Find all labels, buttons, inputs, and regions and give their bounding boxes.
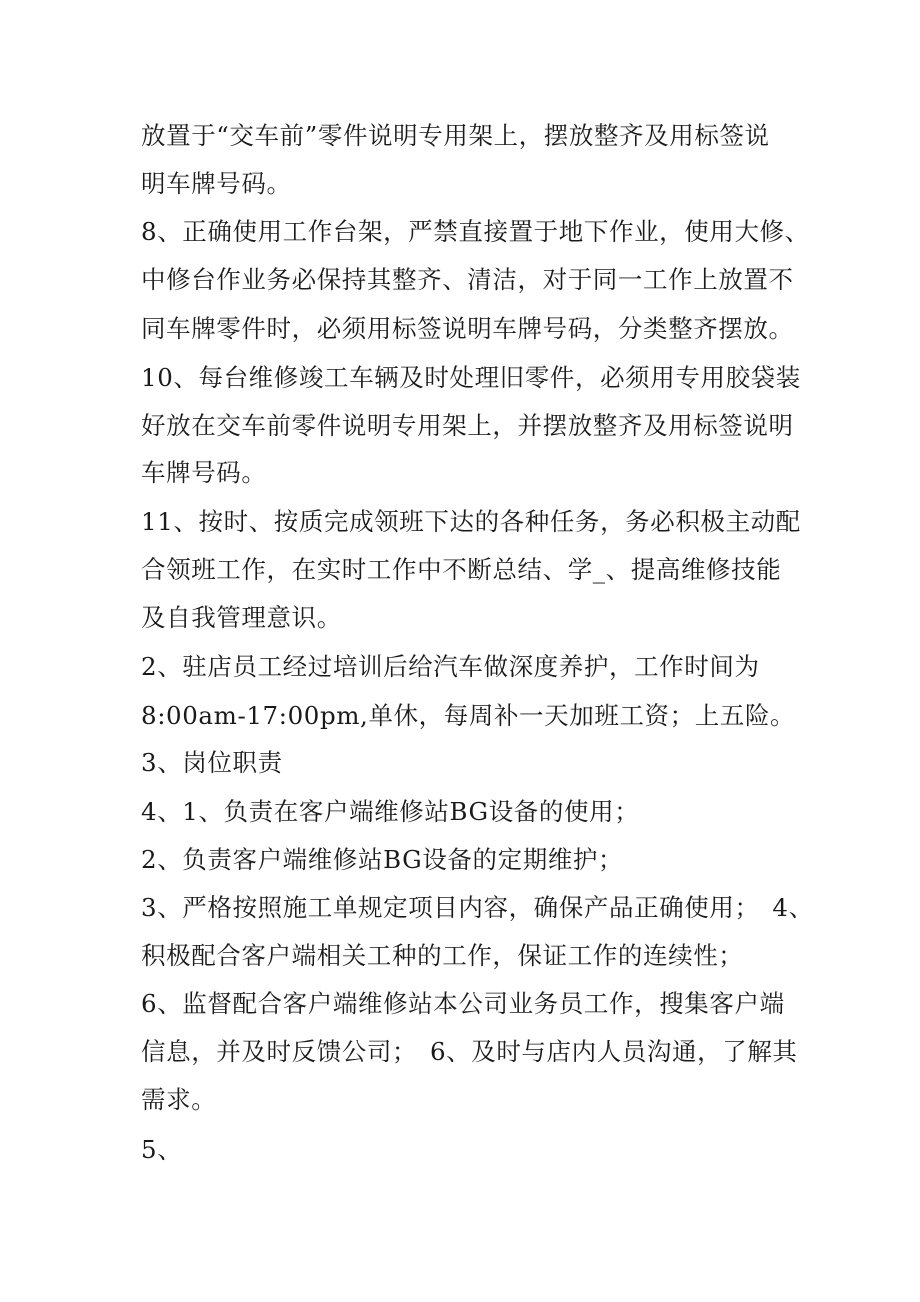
text-line: 10、每台维修竣工车辆及时处理旧零件，必须用专用胶袋装 <box>141 363 801 392</box>
text-line: 及自我管理意识。 <box>141 603 342 632</box>
text-line: 11、按时、按质完成领班下达的各种任务，务必积极主动配 <box>141 507 801 536</box>
text-line: 合领班工作，在实时工作中不断总结、学_、提高维修技能 <box>141 555 782 584</box>
text-line: 6、监督配合客户端维修站本公司业务员工作，搜集客户端 <box>141 989 785 1018</box>
text-line: 信息，并及时反馈公司； 6、及时与店内人员沟通，了解其 <box>141 1037 798 1066</box>
text-line: 需求。 <box>141 1085 217 1114</box>
text-line: 放置于“交车前”零件说明专用架上，摆放整齐及用标签说 <box>141 121 770 150</box>
text-line: 8、正确使用工作台架，严禁直接置于地下作业，使用大修、 <box>141 217 810 246</box>
text-line: 积极配合客户端相关工种的工作，保证工作的连续性； <box>141 941 744 970</box>
text-line: 好放在交车前零件说明专用架上，并摆放整齐及用标签说明 <box>141 411 794 440</box>
text-line: 明车牌号码。 <box>141 169 292 198</box>
text-line: 3、岗位职责 <box>141 748 283 777</box>
text-line: 3、严格按照施工单规定项目内容，确保产品正确使用； 4、 <box>141 893 814 922</box>
text-line: 车牌号码。 <box>141 458 267 487</box>
text-line: 2、负责客户端维修站BG设备的定期维护； <box>141 845 624 874</box>
text-line: 5、 <box>141 1135 183 1164</box>
text-line: 4、1、负责在客户端维修站BG设备的使用； <box>141 797 640 826</box>
text-line: 同车牌零件时，必须用标签说明车牌号码，分类整齐摆放。 <box>141 314 794 343</box>
text-line: 8:00am-17:00pm,单休，每周补一天加班工资；上五险。 <box>141 701 796 730</box>
text-line: 中修台作业务必保持其整齐、清洁，对于同一工作上放置不 <box>141 265 794 294</box>
text-line: 2、驻店员工经过培训后给汽车做深度养护，工作时间为 <box>141 652 760 681</box>
